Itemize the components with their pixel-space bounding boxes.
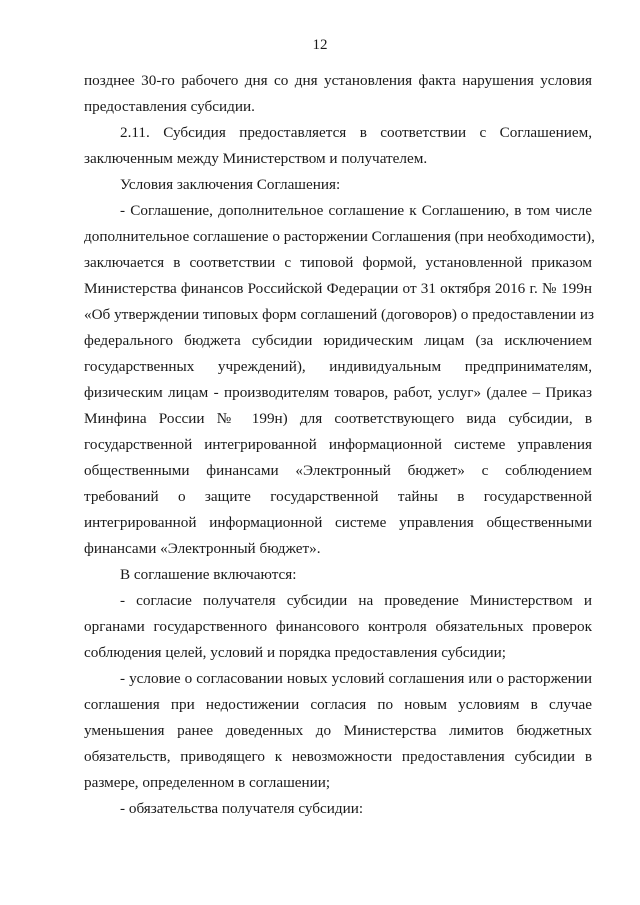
text-line: - Соглашение, дополнительное соглашение к Соглашению, в том числе bbox=[120, 202, 592, 219]
text-line: федерального бюджета субсидии юридическим лицам (за исключением bbox=[84, 332, 592, 349]
text-line: соблюдения целей, условий и порядка предоставления субсидии; bbox=[84, 644, 506, 661]
text-line: дополнительное соглашение о расторжении Соглашения (при необходимости), bbox=[84, 228, 595, 245]
text-line: физическим лицам - производителям товаров, работ, услуг» (далее – Приказ bbox=[84, 384, 592, 401]
text-line: - согласие получателя субсидии на проведение Министерством и bbox=[120, 592, 592, 609]
text-line: государственных учреждений), индивидуальным предпринимателям, bbox=[84, 358, 592, 375]
text-line: государственной интегрированной информационной системе управления bbox=[84, 436, 592, 453]
paragraph bbox=[84, 588, 592, 666]
paragraph bbox=[84, 120, 592, 172]
text-line: Минфина России № 199н) для соответствующего вида субсидии, в bbox=[84, 410, 592, 427]
text-line: финансами «Электронный бюджет». bbox=[84, 540, 321, 557]
paragraph bbox=[84, 562, 592, 588]
text-line: требований о защите государственной тайны в государственной bbox=[84, 488, 592, 505]
text-line: органами государственного финансового контроля обязательных проверок bbox=[84, 618, 592, 635]
text-line: Условия заключения Соглашения: bbox=[120, 176, 341, 193]
text-line: В соглашение включаются: bbox=[120, 566, 297, 583]
text-line: уменьшения ранее доведенных до Министерства лимитов бюджетных bbox=[84, 722, 592, 739]
paragraph bbox=[84, 796, 592, 822]
text-line: обязательств, приводящего к невозможности предоставления субсидии в bbox=[84, 748, 592, 765]
text-line: - обязательства получателя субсидии: bbox=[120, 800, 364, 817]
text-line: - условие о согласовании новых условий соглашения или о расторжении bbox=[120, 670, 592, 687]
text-line: позднее 30-го рабочего дня со дня установления факта нарушения условия bbox=[84, 72, 592, 89]
text-line: Министерства финансов Российской Федерации от 31 октября 2016 г. № 199н bbox=[84, 280, 592, 297]
paragraph bbox=[84, 198, 595, 562]
paragraph bbox=[84, 666, 592, 796]
text-line: размере, определенном в соглашении; bbox=[84, 774, 331, 791]
text-line: соглашения при недостижении согласия по новым условиям в случае bbox=[84, 696, 592, 713]
text-line: 2.11. Субсидия предоставляется в соответствии с Соглашением, bbox=[120, 124, 592, 141]
paragraph bbox=[84, 172, 592, 198]
document-body bbox=[84, 68, 595, 822]
text-line: заключенным между Министерством и получателем. bbox=[84, 150, 428, 167]
text-line: предоставления субсидии. bbox=[84, 98, 255, 115]
text-line: общественными финансами «Электронный бюджет» с соблюдением bbox=[84, 462, 592, 479]
text-line: «Об утверждении типовых форм соглашений (договоров) о предоставлении из bbox=[84, 306, 595, 323]
text-line: заключается в соответствии с типовой формой, установленной приказом bbox=[84, 254, 592, 271]
page-number: 12 bbox=[312, 37, 328, 53]
paragraph bbox=[84, 68, 592, 120]
text-line: интегрированной информационной системе управления общественными bbox=[84, 514, 592, 531]
